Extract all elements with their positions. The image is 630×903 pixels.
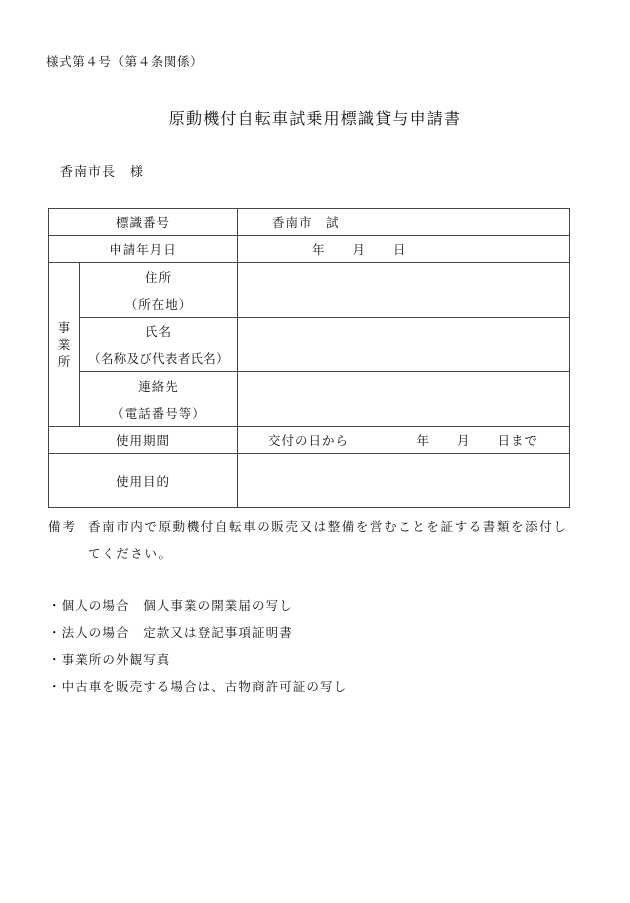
table-row xyxy=(49,236,570,263)
address-label xyxy=(80,263,238,318)
table-row xyxy=(49,427,570,454)
table-row xyxy=(49,372,570,427)
contact-label-line2: （電話番号等） xyxy=(111,405,206,421)
remarks-text: 香南市内で原動機付自転車の販売又は整備を営むことを証する書類を添付してください。 xyxy=(88,519,568,561)
address-field[interactable] xyxy=(238,263,570,318)
application-date-field[interactable]: 年 月 日 xyxy=(238,236,570,263)
purpose-label: 使用目的 xyxy=(49,454,238,508)
table-row xyxy=(49,263,570,318)
office-label-text: 事業所 xyxy=(57,320,71,369)
period-field[interactable]: 交付の日から 年 月 日まで xyxy=(238,427,570,454)
plate-number-label: 標識番号 xyxy=(49,209,238,236)
document-title: 原動機付自転車試乗用標識貸与申請書 xyxy=(168,109,462,128)
name-label-line2: （名称及び代表者氏名） xyxy=(88,351,229,366)
table-row xyxy=(49,209,570,236)
contact-field[interactable] xyxy=(238,372,570,427)
contact-label xyxy=(80,372,238,427)
list-item: ・個人の場合 個人事業の開業届の写し xyxy=(48,598,293,613)
list-item: ・中古車を販売する場合は、古物商許可証の写し xyxy=(48,679,348,694)
name-field[interactable] xyxy=(238,318,570,372)
address-label-line1: 住所 xyxy=(145,269,173,285)
address-label-line2: （所在地） xyxy=(124,296,193,312)
plate-number-field[interactable]: 香南市 試 xyxy=(238,209,570,236)
addressee: 香南市長 様 xyxy=(60,165,145,180)
office-label xyxy=(49,263,80,427)
application-date-label: 申請年月日 xyxy=(49,236,238,263)
list-item: ・法人の場合 定款又は登記事項証明書 xyxy=(48,625,293,640)
contact-label-line1: 連絡先 xyxy=(138,378,179,394)
name-label-line1: 氏名 xyxy=(145,324,173,339)
application-form-table xyxy=(48,208,570,508)
remarks-label: 備考 xyxy=(48,519,78,534)
purpose-field[interactable] xyxy=(238,454,570,508)
remarks xyxy=(48,513,578,567)
list-item: ・事業所の外観写真 xyxy=(48,652,171,667)
period-label: 使用期間 xyxy=(49,427,238,454)
table-row xyxy=(49,318,570,372)
table-row xyxy=(49,454,570,508)
form-number: 様式第４号（第４条関係） xyxy=(46,54,204,69)
name-label xyxy=(80,318,238,372)
attachment-list xyxy=(48,592,347,700)
